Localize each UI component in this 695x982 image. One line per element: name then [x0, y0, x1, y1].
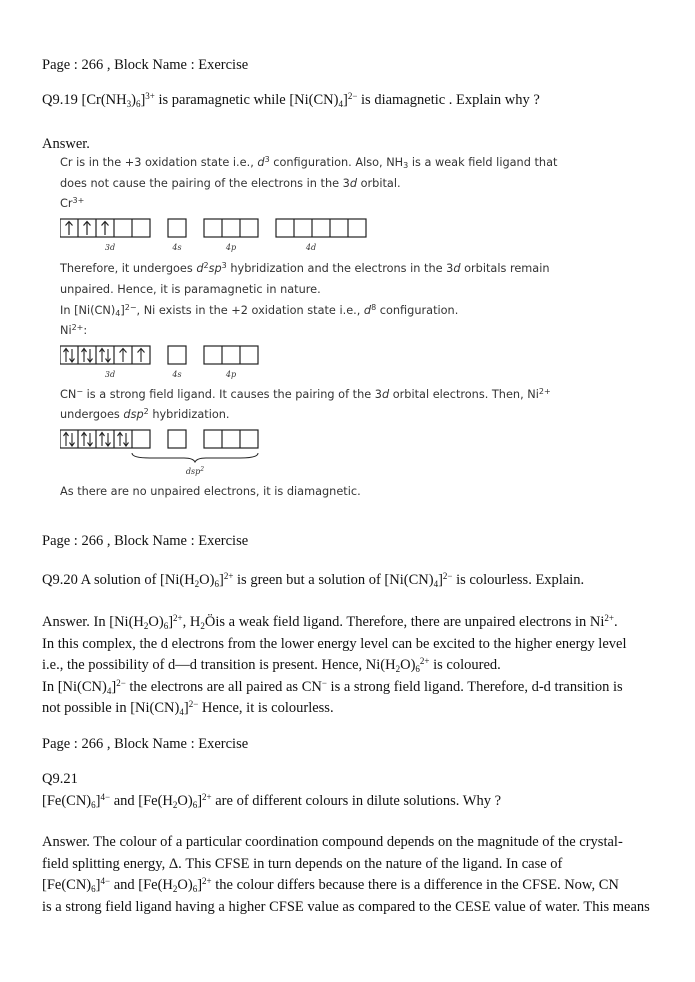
orbital-diagram-cr [60, 216, 380, 256]
page-header-q19: Page : 266 , Block Name : Exercise [42, 57, 249, 73]
ion-label-cr: $Cr^{3+}$ [60, 196, 85, 210]
answer-q21 [42, 832, 654, 918]
answer-line: In this complex, the d electrons from the lower energy level can be excited to the higher energy level [42, 635, 627, 652]
answer-line: In $[Ni(CN)4]^{2-}$, Ni exists in the +2 oxidation state i.e., $d^8$ configuration. [60, 303, 459, 318]
complex-cr-nh3: $[Cr(NH_3)_6]^{3+}$ [81, 91, 155, 109]
complex-ni-cn: $[Ni(CN)_4]^{2-}$ [289, 91, 358, 109]
answer-line: not possible in $[Ni(CN)_4]^{2-}$ Hence, it is colourless. [42, 699, 334, 717]
question-q20: Q9.20 A solution of $[Ni(H_2O)_6]^{2+}$ is green but a solution of $[Ni(CN)_4]^{2-}$ is colourless. Explain. [42, 571, 585, 589]
answer-line: $[Fe(CN)_6]^{4-}$ and $[Fe(H_2O)_6]^{2+}$ the colour differs because there is a difference in the CFSE. Now, CN [42, 876, 619, 894]
answer-line: i.e., the possibility of d—d transition is present. Hence, $Ni(H_2O)_6^{2+}$ is coloured. [42, 656, 501, 674]
label-3d: 3d [104, 370, 116, 379]
orbital-diagram-ni [60, 343, 280, 383]
question-q21: $[Fe(CN)_6]^{4-}$ and $[Fe(H_2O)_6]^{2+}$ are of different colours in dilute solutions. Why ? [42, 792, 502, 810]
answer-line: Answer. In $[Ni(H_2O)_6]^{2+}$, $H_2Öis$ a weak field ligand. Therefore, there are unpaired electrons in $Ni^{2+}$. [42, 613, 618, 631]
answer-q20 [42, 612, 654, 720]
page-header-q20: Page : 266 , Block Name : Exercise [42, 533, 249, 549]
question-label-q21: Q9.21 [42, 771, 78, 787]
answer-line: field splitting energy, Δ. This CFSE in turn depends on the nature of the ligand. In case of [42, 855, 563, 872]
question-text: is diamagnetic . Explain why ? [361, 92, 540, 108]
orbital-diagram-dsp2 [60, 427, 280, 479]
hybridization-brace [132, 453, 258, 462]
answer-line: CN− is a strong field ligand. It causes the pairing of the 3d orbital electrons. Then, $Ni^{2+}$ [60, 387, 551, 401]
answer-line: does not cause the pairing of the electrons in the 3d orbital. [60, 177, 401, 190]
answer-label: Answer. [42, 136, 90, 152]
answer-line: Therefore, it undergoes $d^2sp^3$ hybridization and the electrons in the 3d orbitals remain [60, 261, 550, 275]
answer-line: Cr is in the +3 oxidation state i.e., $d^3$ configuration. Also, NH3 is a weak field ligand that [60, 155, 558, 170]
label-4p: 4p [225, 243, 237, 252]
answer-line: In $[Ni(CN)_4]^{2-}$ the electrons are all paired as CN− is a strong field ligand. Therefore, d-d transition is [42, 677, 623, 696]
label-dsp2: dsp$^2$ [185, 466, 205, 476]
answer-line: unpaired. Hence, it is paramagnetic in nature. [60, 283, 321, 296]
question-label: Q9.20 [42, 572, 78, 588]
label-4d: 4d [305, 243, 317, 252]
answer-line: As there are no unpaired electrons, it is diamagnetic. [60, 485, 361, 498]
answer-line: Answer. The colour of a particular coordination compound depends on the magnitude of the crystal- [42, 834, 623, 850]
label-3d: 3d [104, 243, 116, 252]
answer-line: is a strong field ligand having a higher CFSE value as compared to the CESE value of water. This means [42, 898, 650, 915]
label-4p: 4p [225, 370, 237, 379]
page-header-q21: Page : 266 , Block Name : Exercise [42, 736, 249, 752]
question-label: Q9.19 [42, 92, 78, 108]
electron-arrows [66, 222, 109, 236]
label-4s: 4s [172, 370, 182, 379]
answer-line: undergoes dsp$^2$ hybridization. [60, 407, 230, 421]
label-4s: 4s [172, 243, 182, 252]
question-text: is paramagnetic while [158, 92, 286, 108]
question-q19 [42, 92, 540, 109]
ion-label-ni: $Ni^{2+}$: [60, 323, 88, 337]
